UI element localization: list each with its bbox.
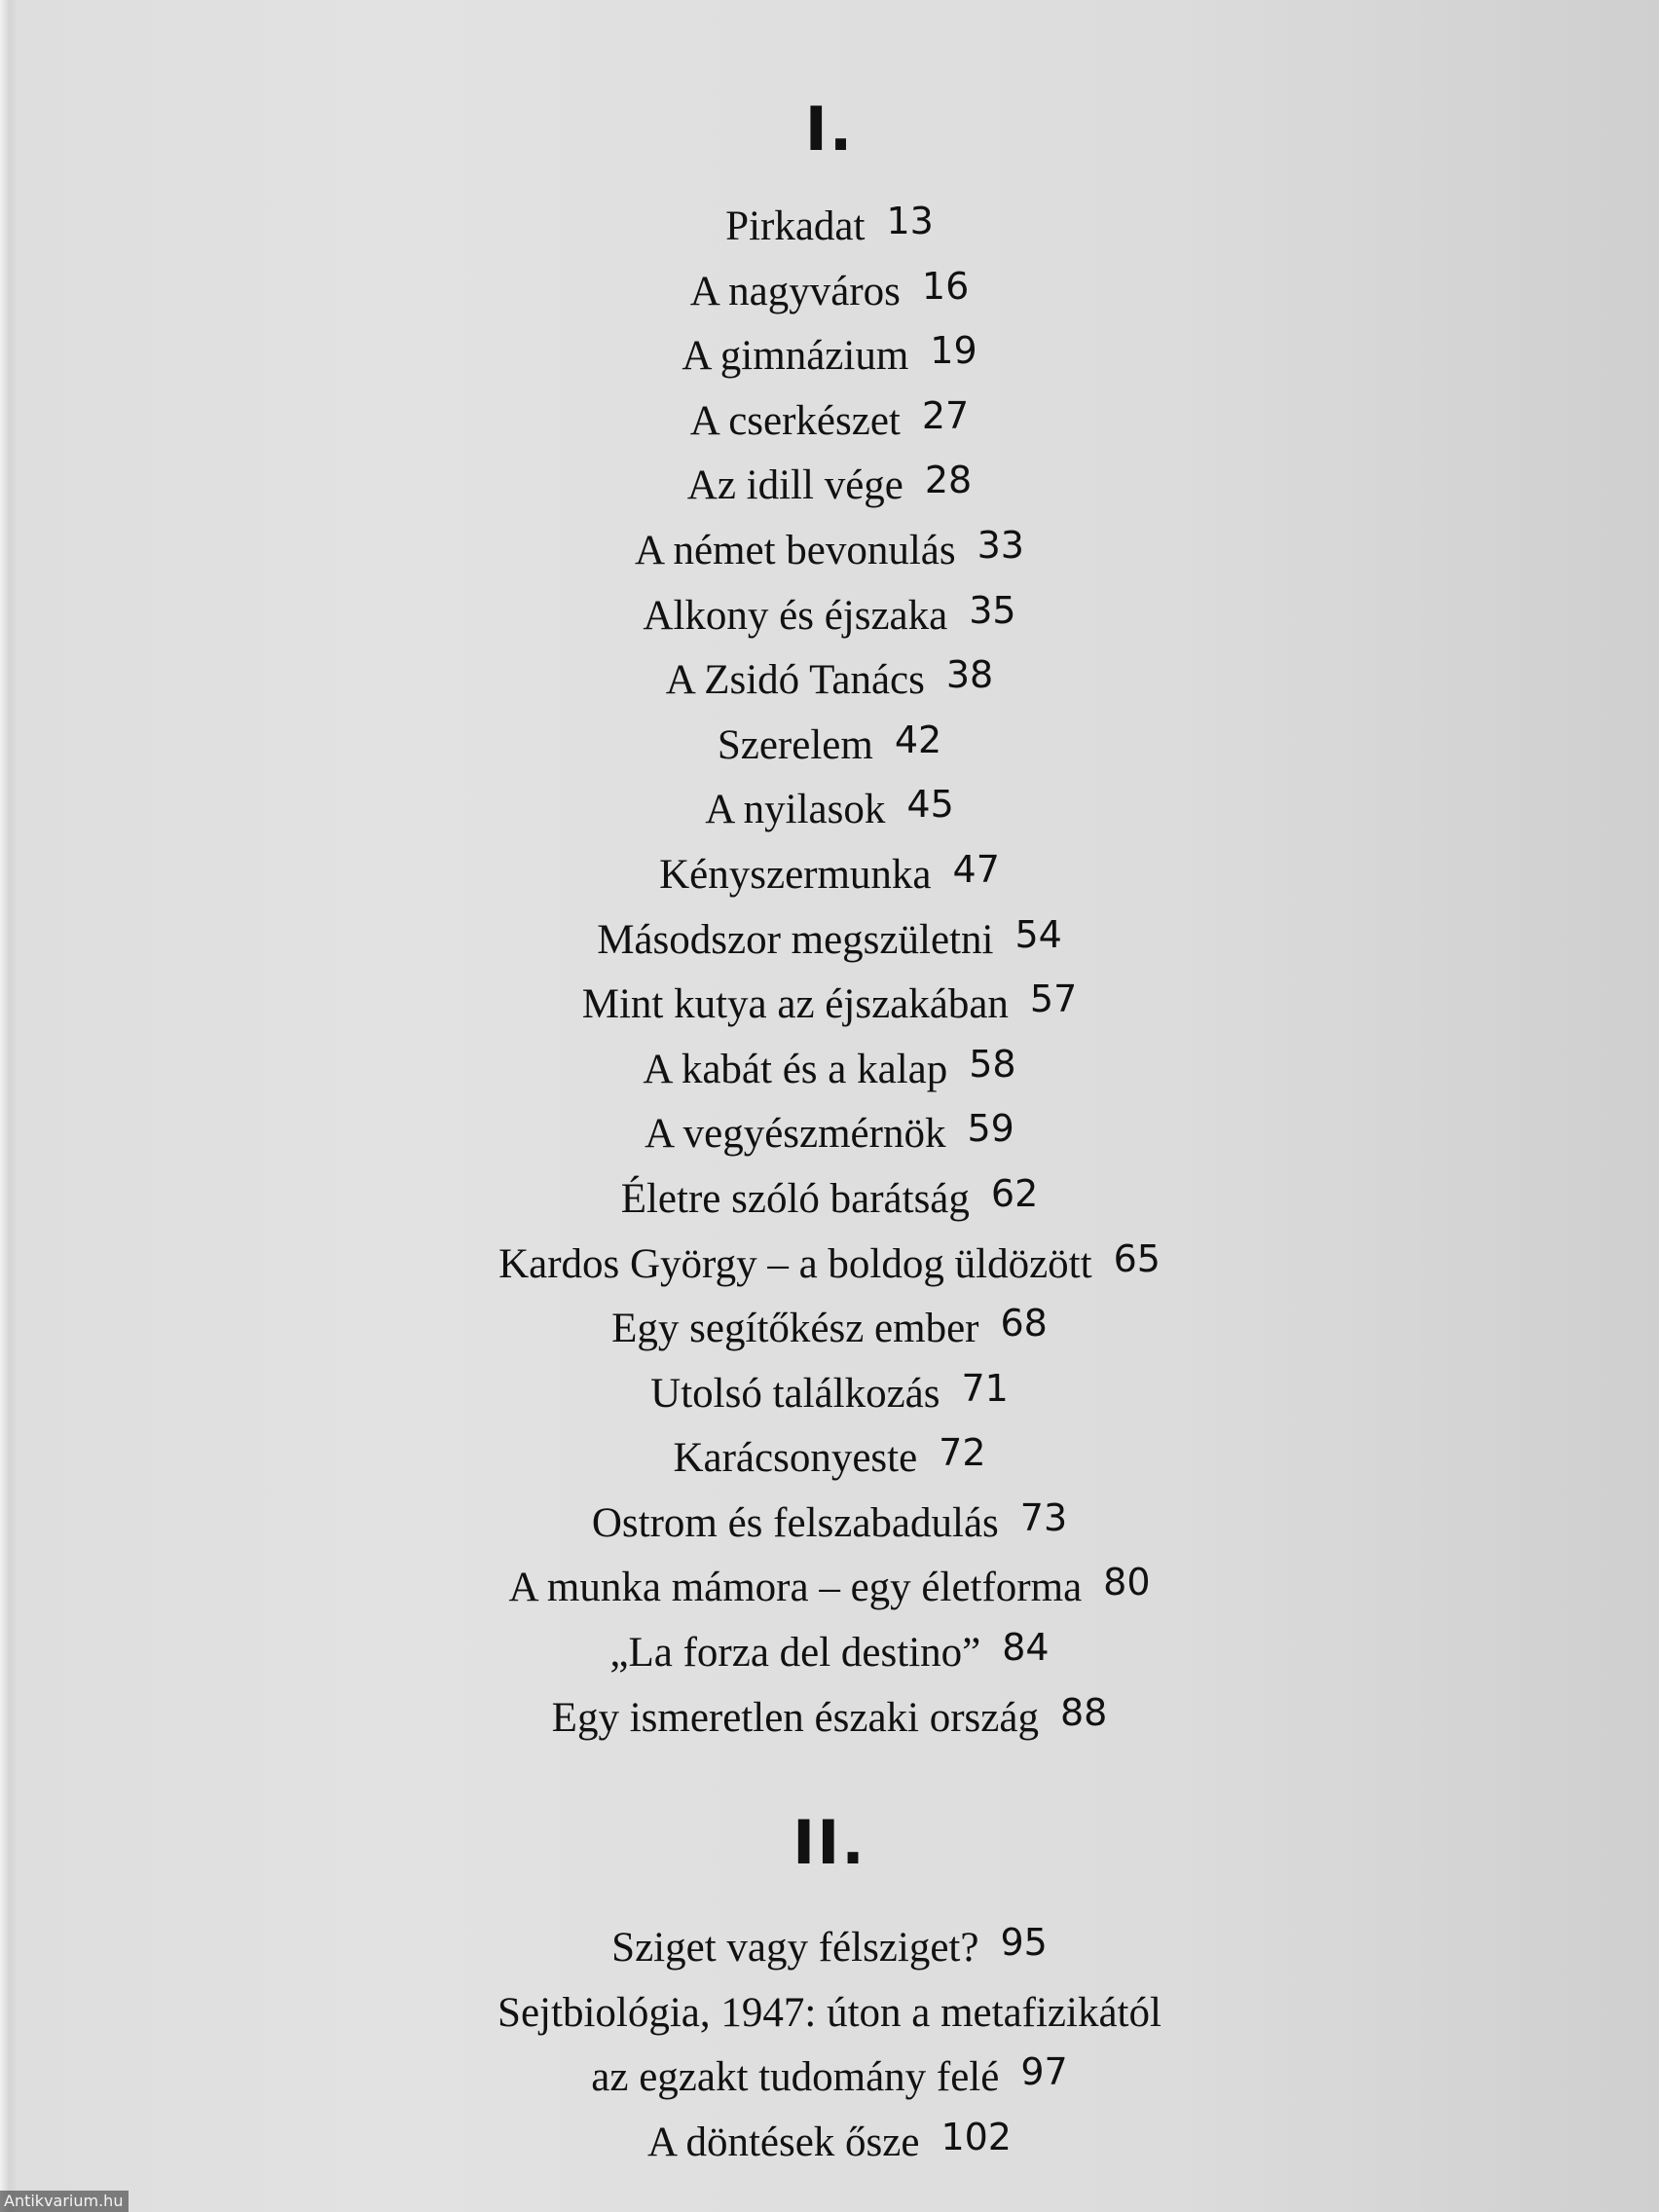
- entry-page-number: 95: [1000, 1921, 1048, 1964]
- entry-title: Sejtbiológia, 1947: úton a metafizikától: [498, 1989, 1161, 2036]
- entry-title: Az idill vége: [686, 462, 903, 509]
- toc-entry: [0, 260, 1659, 325]
- toc-entry: [0, 1981, 1659, 2046]
- entry-page-number: 28: [924, 459, 973, 502]
- entry-page-number: 59: [967, 1107, 1014, 1151]
- toc-entry: [0, 1556, 1659, 1621]
- entry-title: „La forza del destino”: [609, 1630, 981, 1677]
- toc-entry: [0, 1038, 1659, 1103]
- entry-title: A nyilasok: [705, 787, 886, 833]
- entry-page-number: 80: [1103, 1561, 1151, 1604]
- toc-entry: [0, 519, 1659, 584]
- entry-title: A vegyészmérnök: [645, 1111, 946, 1158]
- entry-page-number: 73: [1019, 1495, 1068, 1539]
- toc-entry: [0, 2111, 1659, 2176]
- entry-title: Karácsonyeste: [673, 1435, 918, 1482]
- entry-page-number: 47: [952, 847, 1000, 891]
- toc-entry: [0, 1686, 1659, 1751]
- entry-page-number: 27: [921, 393, 970, 437]
- toc-entry: [0, 2046, 1659, 2111]
- part-1-heading: I.: [804, 93, 855, 165]
- entry-title: A nagyváros: [689, 268, 901, 314]
- entry-title: A munka mámora – egy életforma: [508, 1565, 1083, 1611]
- entry-title: A gimnázium: [682, 333, 909, 380]
- entry-page-number: 38: [945, 653, 994, 697]
- toc-entry: [0, 1297, 1659, 1362]
- entry-title: Másodszor megszületni: [597, 916, 994, 963]
- entry-title: A cserkészet: [689, 397, 901, 444]
- toc-entry: [0, 778, 1659, 843]
- entry-page-number: 71: [961, 1366, 1009, 1410]
- toc-entry: [0, 389, 1659, 455]
- entry-title: A kabát és a kalap: [643, 1046, 948, 1092]
- toc-entry: [0, 454, 1659, 519]
- entry-page-number: 35: [969, 588, 1016, 632]
- entry-page-number: 16: [921, 264, 970, 308]
- entry-page-number: 62: [990, 1171, 1039, 1215]
- entry-title: Kardos György – a boldog üldözött: [498, 1240, 1092, 1287]
- entry-title: A német bevonulás: [635, 527, 956, 573]
- entry-page-number: 42: [894, 718, 942, 761]
- part-2-heading: II.: [793, 1807, 866, 1878]
- toc-entry: [0, 1492, 1659, 1557]
- part-1-contents: [0, 195, 1659, 1751]
- entry-page-number: 102: [940, 2115, 1012, 2158]
- entry-title: Egy ismeretlen északi ország: [551, 1694, 1039, 1741]
- entry-page-number: 19: [930, 329, 977, 373]
- toc-entry: [0, 843, 1659, 908]
- entry-title: A Zsidó Tanács: [665, 657, 925, 704]
- entry-page-number: 88: [1059, 1690, 1108, 1734]
- part-2-contents: [0, 1916, 1659, 2175]
- toc-entry: [0, 1621, 1659, 1686]
- toc-entry: [0, 908, 1659, 974]
- watermark: Antikvarium.hu: [0, 2191, 129, 2212]
- toc-entry: [0, 1102, 1659, 1167]
- toc-entry: [0, 324, 1659, 389]
- entry-page-number: 13: [886, 200, 934, 242]
- toc-entry: [0, 195, 1659, 260]
- entry-title: Életre szóló barátság: [620, 1175, 970, 1222]
- entry-title: Kényszermunka: [659, 851, 932, 898]
- entry-title: Pirkadat: [725, 203, 866, 249]
- toc-entry: [0, 1167, 1659, 1233]
- entry-page-number: 68: [1000, 1302, 1048, 1346]
- entry-title: A döntések ősze: [647, 2119, 920, 2165]
- toc-entry: [0, 1426, 1659, 1492]
- entry-page-number: 65: [1113, 1236, 1161, 1280]
- entry-page-number: 57: [1029, 977, 1078, 1021]
- entry-title: Ostrom és felszabadulás: [591, 1499, 999, 1546]
- entry-page-number: 54: [1014, 912, 1062, 956]
- toc-entry: [0, 648, 1659, 714]
- toc-entry: [0, 973, 1659, 1038]
- entry-page-number: 84: [1002, 1626, 1050, 1670]
- entry-page-number: 45: [906, 783, 954, 827]
- entry-title: Egy segítőkész ember: [611, 1306, 979, 1352]
- entry-title: Sziget vagy félsziget?: [611, 1925, 979, 1971]
- entry-title: Mint kutya az éjszakában: [581, 981, 1009, 1028]
- entry-page-number: 97: [1020, 2050, 1068, 2094]
- entry-title: Szerelem: [717, 721, 873, 768]
- toc-entry: [0, 714, 1659, 779]
- entry-title: Alkony és éjszaka: [643, 592, 948, 639]
- entry-title: az egzakt tudomány felé: [591, 2054, 1000, 2101]
- entry-page-number: 33: [977, 523, 1024, 567]
- entry-page-number: 72: [939, 1431, 986, 1475]
- entry-title: Utolsó találkozás: [650, 1370, 940, 1417]
- toc-entry: [0, 584, 1659, 649]
- toc-entry: [0, 1362, 1659, 1427]
- entry-page-number: 58: [969, 1042, 1016, 1086]
- toc-entry: [0, 1916, 1659, 1981]
- toc-entry: [0, 1233, 1659, 1298]
